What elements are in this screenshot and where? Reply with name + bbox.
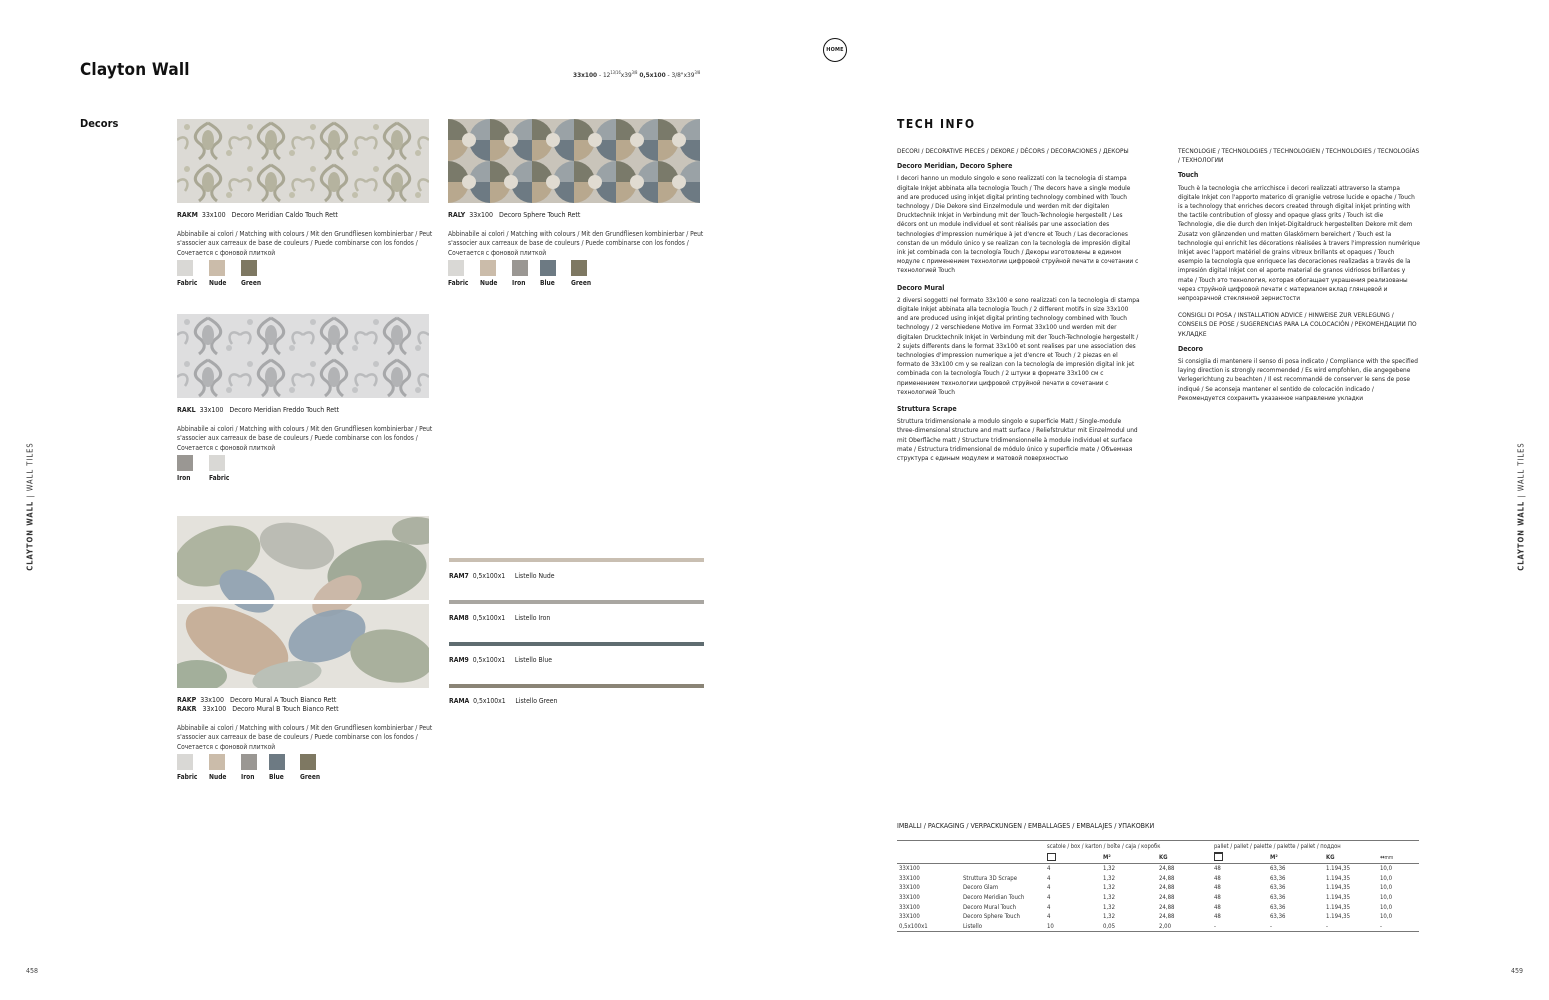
table-cell: 1,32 — [1103, 865, 1116, 873]
col-header: KG — [1157, 852, 1212, 864]
pallet-header: pallet / pallet / palette / palette / pallet / поддон — [1212, 841, 1419, 853]
table-cell: 48 — [1214, 884, 1221, 892]
table-cell: 63,36 — [1270, 874, 1286, 882]
tech-paragraph: Touch è la tecnologia che arricchisce i decori realizzati attraverso la stampa digitale Inkjet con l'apporto materico di graniglie vetrose lucide e opache / Touch is a technology that enriches decors created through digital inkjet printing with the tactile contribution of glossy and opaque glass grits / Touch ist die Technologie, die die durch den Inkjet-Digitaldruck hergestellten Dekore mit dem Zusatz von glänzenden und matten Glaskörnern bereichert / Touch est la technologie qui enrichit les décorations réalisées à travers l'impression numérique Inkjet avec l'apport matériel de grains vitreux brillants et opaques / Touch esempio la tecnología que enriquece las decoraciones realizadas a través de la impresión digital Inkjet con el aporte material de granos vidriosos brillantes y mate / Touch это технология, которая обогащает украшения реализованы через струйной цифровой печати с материалом вклад глянцевой и непрозрачной стеклянной зернистости — [1178, 183, 1421, 303]
table-cell: 1.194,35 — [1326, 903, 1351, 911]
swatch-nude — [480, 260, 496, 276]
table-cell: 10 — [1045, 922, 1101, 932]
tile-image-rakl — [177, 314, 429, 398]
table-cell: - — [1324, 922, 1378, 932]
table-row — [897, 874, 1419, 884]
table-cell: 4 — [1047, 884, 1051, 892]
table-row — [897, 864, 1419, 874]
packaging-title: IMBALLI / PACKAGING / VERPACKUNGEN / EMBALLAGES / EMBALAJES / УПАКОВКИ — [897, 822, 1155, 830]
table-cell: 1.194,35 — [1326, 913, 1351, 921]
thickness-icon: ↔ — [1380, 854, 1385, 861]
table-cell: 24,88 — [1159, 884, 1175, 892]
swatch-label: Blue — [269, 773, 284, 781]
table-cell: 4 — [1047, 874, 1051, 882]
table-cell: Struttura 3D Scrape — [963, 874, 1018, 882]
table-cell: Decoro Mural Touch — [963, 903, 1017, 911]
table-cell: - — [1212, 922, 1268, 932]
table-cell: 63,36 — [1270, 913, 1286, 921]
swatch-label: Fabric — [209, 474, 230, 482]
product-code-rakr: RAKR 33x100 Decoro Mural B Touch Bianco Rett — [177, 705, 339, 713]
table-cell: 1,32 — [1103, 884, 1116, 892]
table-cell: 1.194,35 — [1326, 865, 1351, 873]
swatch-label: Nude — [209, 279, 227, 287]
swatch-fabric — [209, 455, 225, 471]
table-cell: 48 — [1214, 903, 1221, 911]
swatch-label: Green — [571, 279, 592, 287]
tile-image-mural — [177, 516, 429, 688]
table-row — [897, 893, 1419, 903]
table-row — [897, 922, 1419, 932]
swatch-label: Green — [241, 279, 262, 287]
table-row — [897, 883, 1419, 893]
box-icon — [1047, 853, 1056, 861]
tech-column-left — [897, 147, 1140, 471]
product-code-raly: RALY 33x100 Decoro Sphere Touch Rett — [448, 211, 581, 219]
tech-info-title: TECH INFO — [897, 117, 976, 131]
table-cell: 0,5x100x1 — [897, 922, 961, 932]
swatch-fabric — [177, 754, 193, 770]
swatch-label: Iron — [177, 474, 191, 482]
col-header: M² — [1268, 852, 1324, 864]
table-cell: 1.194,35 — [1326, 874, 1351, 882]
product-code-rakp: RAKP 33x100 Decoro Mural A Touch Bianco Rett — [177, 696, 337, 704]
format-sizes: $33x100 - 12^{13/16}x39^{3/8}$ $0,5x100 - 3/8"x39^{3/8}$ — [573, 70, 701, 80]
listello-strip-nude — [449, 558, 704, 562]
swatch-label: Iron — [241, 773, 255, 781]
table-cell: 24,88 — [1159, 894, 1175, 902]
table-cell: 1,32 — [1103, 913, 1116, 921]
swatch-iron — [177, 455, 193, 471]
listello-strip-blue — [449, 642, 704, 646]
swatch-nude — [209, 754, 225, 770]
section-title-decors: Decors — [80, 117, 119, 130]
swatch-label: Fabric — [177, 773, 198, 781]
table-cell: 63,36 — [1270, 865, 1286, 873]
page-title: Clayton Wall — [80, 60, 190, 80]
table-cell: 1.194,35 — [1326, 894, 1351, 902]
table-cell — [961, 864, 1045, 874]
tech-column-right — [1178, 147, 1421, 411]
tech-paragraph: Struttura tridimensionale a modulo singolo e superficie Matt / Single-module three-dimensional structure and matt surface / Reliefstruktur mit Einzelmodul und mit Oberfläche matt / Structure tridimensionnelle à module individuel et surface mate / Estructura tridimensional de módulo único y superficie mate / Объемная структура с единым модулем и матовой поверхностью — [897, 417, 1138, 463]
listello-strip-iron — [449, 600, 704, 604]
tech-subheading: Decoro — [1178, 344, 1203, 353]
tech-heading: TECNOLOGIE / TECHNOLOGIES / TECHNOLOGIEN / TECHNOLOGIES / TECNOLOGÍAS / ТЕХНОЛОГИИ — [1178, 147, 1420, 165]
swatch-label: Green — [300, 773, 321, 781]
table-cell: 33X100 — [899, 894, 920, 902]
swatch-fabric — [177, 260, 193, 276]
listello-code-ram7: RAM7 0,5x100x1 Listello Nude — [449, 572, 555, 580]
col-header: KG — [1324, 852, 1378, 864]
table-cell: 33X100 — [899, 874, 920, 882]
table-cell: 1,32 — [1103, 874, 1116, 882]
side-label-left: CLAYTON WALL | WALL TILES — [25, 442, 35, 571]
side-label-right: CLAYTON WALL | WALL TILES — [1516, 442, 1526, 571]
swatch-label: Nude — [209, 773, 227, 781]
table-cell: 10,0 — [1380, 894, 1393, 902]
tile-image-raly — [448, 119, 700, 203]
table-cell: 10,0 — [1380, 903, 1393, 911]
table-cell: 4 — [1047, 903, 1051, 911]
listello-strip-green — [449, 684, 704, 688]
table-cell: Decoro Glam — [963, 884, 999, 892]
table-cell: Listello — [961, 922, 1045, 932]
compat-note-rakp: Abbinabile ai colori / Matching with colours / Mit den Grundfliesen kombinierbar / Peut s'associer aux carreaux de base de couleurs / Puede combinarse con los fondos / Сочетается с фоновой плиткой — [177, 724, 433, 751]
table-row — [897, 912, 1419, 922]
table-cell: 33X100 — [899, 865, 920, 873]
swatch-label: Nude — [480, 279, 498, 287]
compat-note-rakm: Abbinabile ai colori / Matching with colours / Mit den Grundfliesen kombinierbar / Peut s'associer aux carreaux de base de couleurs / Puede combinarse con los fondos / Сочетается с фоновой плиткой — [177, 230, 433, 257]
table-cell: 10,0 — [1380, 913, 1393, 921]
table-cell: 48 — [1214, 894, 1221, 902]
tech-paragraph: 2 diversi soggetti nel formato 33x100 e sono realizzati con la tecnologia di stampa digitale Inkjet abbinata alla tecnologia Touch / 2 different motifs in size 33x100 and are produced using inkjet digital printing technology combined with Touch technology / 2 verschiedene Motive im Format 33x100 und werden mit der digitalen Drucktechnik Inkjet in Verbindung mit der Touch-Technologie hergestellt / 2 sujets differents dans le format 33x100 et sont realises par une association des technologies d'impression numerique a jet d'encre et Touch / 2 piezas en el formato de 33x100 cm y se realizan con la tecnología de impresión digital ink jet combinada con la tecnología Touch / 2 штуки в формате 33x100 см с применением технологии цифровой струйной печати в сочетании с технологией Touch — [897, 295, 1140, 396]
page-number-left: 458 — [26, 967, 39, 975]
table-cell: - — [1268, 922, 1324, 932]
table-cell: 10,0 — [1380, 865, 1393, 873]
table-cell: - — [1378, 922, 1419, 932]
col-header: M² — [1101, 852, 1157, 864]
table-cell: 1,32 — [1103, 903, 1116, 911]
swatch-nude — [209, 260, 225, 276]
compat-note-rakl: Abbinabile ai colori / Matching with colours / Mit den Grundfliesen kombinierbar / Peut s'associer aux carreaux de base de couleurs / Puede combinarse con los fondos / Сочетается с фоновой плиткой — [177, 425, 433, 452]
home-button[interactable]: HOME — [823, 38, 847, 62]
box-header: scatole / box / karton / boîte / caja / коробк — [1045, 841, 1212, 853]
table-cell: Decoro Meridian Touch — [963, 894, 1025, 902]
table-cell: 10,0 — [1380, 884, 1393, 892]
swatch-label: Fabric — [448, 279, 469, 287]
page-number-right: 459 — [1511, 967, 1524, 975]
swatch-blue — [540, 260, 556, 276]
table-cell: 33X100 — [899, 884, 920, 892]
table-cell: 1,32 — [1103, 894, 1116, 902]
table-cell: 4 — [1047, 865, 1051, 873]
table-cell: 33X100 — [899, 903, 920, 911]
swatch-blue — [269, 754, 285, 770]
table-cell: 33X100 — [899, 913, 920, 921]
table-cell: 4 — [1047, 894, 1051, 902]
listello-code-ram9: RAM9 0,5x100x1 Listello Blue — [449, 656, 552, 664]
packaging-table — [897, 840, 1419, 932]
pallet-icon — [1214, 852, 1223, 861]
table-cell: 63,36 — [1270, 903, 1286, 911]
table-cell: 63,36 — [1270, 894, 1286, 902]
table-cell: 0,05 — [1101, 922, 1157, 932]
table-cell: Decoro Sphere Touch — [963, 913, 1020, 921]
table-cell: 48 — [1214, 865, 1221, 873]
swatch-green — [241, 260, 257, 276]
listello-code-rama: RAMA 0,5x100x1 Listello Green — [449, 697, 558, 705]
table-cell: 24,88 — [1159, 874, 1175, 882]
listello-code-ram8: RAM8 0,5x100x1 Listello Iron — [449, 614, 551, 622]
swatch-label: Iron — [512, 279, 526, 287]
table-cell: 48 — [1214, 913, 1221, 921]
table-cell: 4 — [1047, 913, 1051, 921]
table-cell: 24,88 — [1159, 913, 1175, 921]
swatch-iron — [241, 754, 257, 770]
tech-subheading: Touch — [1178, 171, 1199, 180]
product-code-rakl: RAKL 33x100 Decoro Meridian Freddo Touch Rett — [177, 406, 340, 414]
table-cell: 1.194,35 — [1326, 884, 1351, 892]
tech-subheading: Decoro Meridian, Decoro Sphere — [897, 162, 1013, 171]
compat-note-raly: Abbinabile ai colori / Matching with colours / Mit den Grundfliesen kombinierbar / Peut s'associer aux carreaux de base de couleurs / Puede combinarse con los fondos / Сочетается с фоновой плиткой — [448, 230, 704, 257]
tech-heading: CONSIGLI DI POSA / INSTALLATION ADVICE / HINWEISE ZUR VERLEGUNG / CONSEILS DE POSE / SUGERENCIAS PARA LA COLOCACIÓN / РЕКОМЕНДАЦИИ ПО УКЛАДКЕ — [1178, 311, 1417, 338]
table-cell: 10,0 — [1380, 874, 1393, 882]
product-code-rakm: RAKM 33x100 Decoro Meridian Caldo Touch Rett — [177, 211, 338, 219]
tech-subheading: Decoro Mural — [897, 283, 945, 292]
table-cell: 63,36 — [1270, 884, 1286, 892]
swatch-green — [300, 754, 316, 770]
swatch-iron — [512, 260, 528, 276]
table-cell: 24,88 — [1159, 865, 1175, 873]
table-cell: 48 — [1214, 874, 1221, 882]
table-cell: 2,00 — [1157, 922, 1212, 932]
tech-subheading: Struttura Scrape — [897, 405, 957, 414]
swatch-label: Fabric — [177, 279, 198, 287]
table-cell: 24,88 — [1159, 903, 1175, 911]
table-row — [897, 902, 1419, 912]
swatch-fabric — [448, 260, 464, 276]
col-header: ↔mm — [1378, 852, 1419, 864]
tile-image-rakm — [177, 119, 429, 203]
tech-paragraph: Si consiglia di mantenere il senso di posa indicato / Compliance with the specified laying direction is strongly recommended / Es wird empfohlen, die angegebene Verlegerichtung zu beachten / Il est recommandé de conserver le sens de pose indiqué / Se aconseja mantener el sentido de colocación indicado / Рекомендуется сохранить указанное направление укладки — [1178, 357, 1418, 402]
swatch-label: Blue — [540, 279, 555, 287]
tech-paragraph: I decori hanno un modulo singolo e sono realizzati con la tecnologia di stampa digitale Inkjet abbinata alla tecnologia Touch / The decors have a single module and are produced using inkjet digital printing technology combined with Touch technology / Die Dekore sind Einzelmodule und werden mit der digitalen Drucktechnik Inkjet in Verbindung mit der Touch-Technologie hergestellt / Les décors ont un module individuel et sont réalisés par une association des technologies d'impression numérique à jet d'encre et Touch / Las decoraciones constan de un módulo único y se realizan con la tecnología de impresión digital ink jet combinada con la tecnología Touch / Декоры изготовлены в едином модуле с применением технологии цифровой струйной печати в сочетании с технологией Touch — [897, 174, 1139, 275]
swatch-green — [571, 260, 587, 276]
tech-heading: DECORI / DECORATIVE PIECES / DEKORE / DÉCORS / DECORACIONES / ДЕКОРЫ — [897, 147, 1129, 155]
